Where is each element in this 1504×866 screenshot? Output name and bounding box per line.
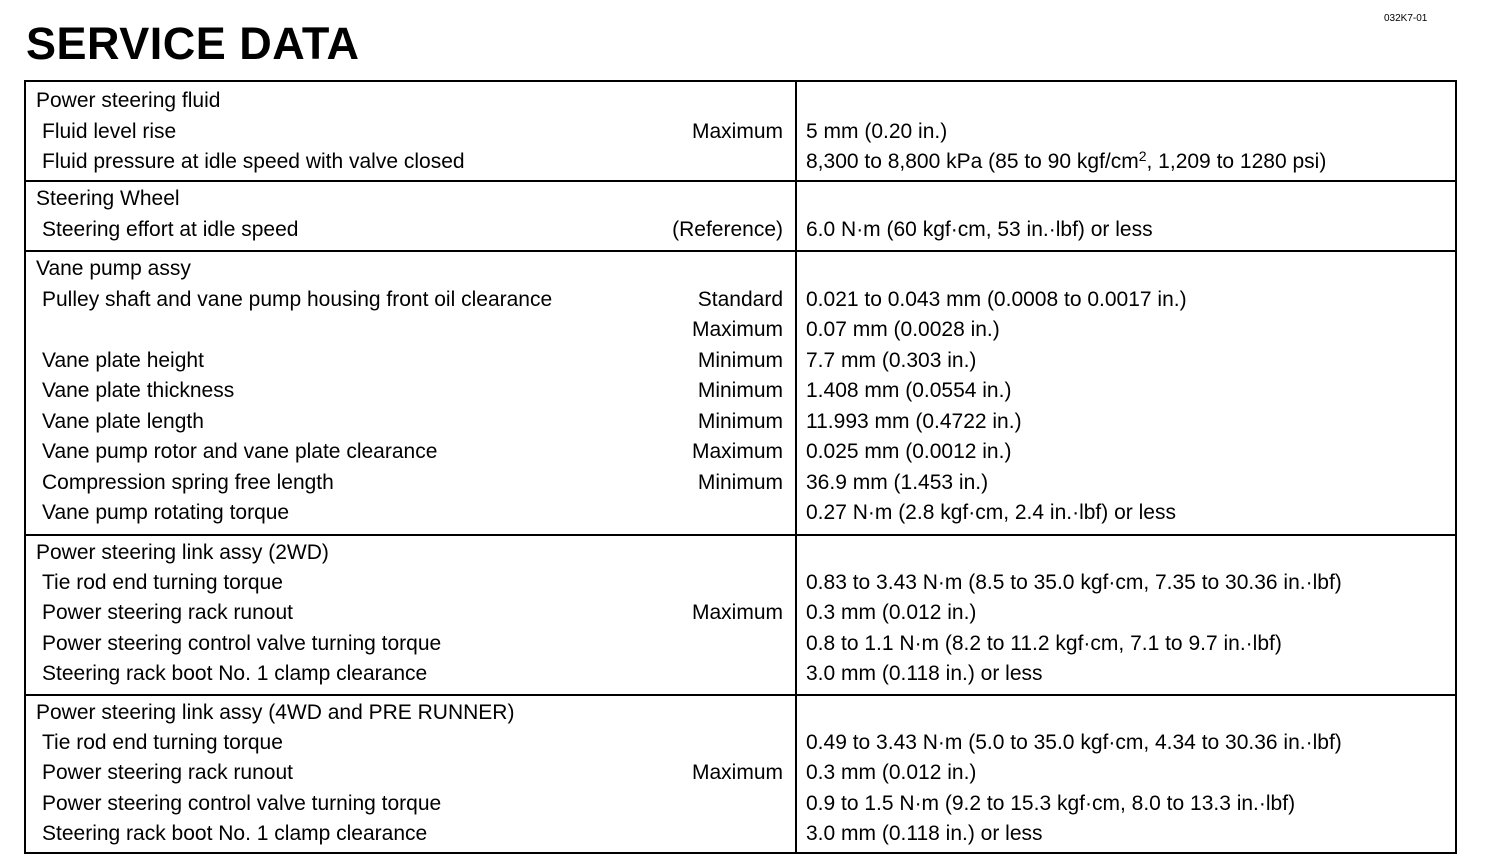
row-qualifier: Maximum <box>691 318 783 341</box>
section-header: Power steering link assy (4WD and PRE RUNNER) <box>36 701 515 724</box>
superscript: 2 <box>1138 148 1147 164</box>
row-item: Power steering rack runout <box>42 761 293 784</box>
row-value: 0.025 mm (0.0012 in.) <box>806 440 1012 463</box>
row-qualifier: Maximum <box>691 761 783 784</box>
row-value: 0.021 to 0.043 mm (0.0008 to 0.0017 in.) <box>806 288 1187 311</box>
column-divider <box>795 82 797 852</box>
row-value: 0.49 to 3.43 N·m (5.0 to 35.0 kgf·cm, 4.34 to 30.36 in.·lbf) <box>806 731 1342 754</box>
section-header: Vane pump assy <box>36 257 191 280</box>
row-item: Fluid pressure at idle speed with valve closed <box>42 150 465 173</box>
section-steering-wheel <box>26 180 1455 252</box>
row-item: Steering rack boot No. 1 clamp clearance <box>42 662 428 685</box>
row-item: Tie rod end turning torque <box>42 571 283 594</box>
row-item: Tie rod end turning torque <box>42 731 283 754</box>
row-value: 0.8 to 1.1 N·m (8.2 to 11.2 kgf·cm, 7.1 to 9.7 in.·lbf) <box>806 632 1282 655</box>
section-header: Steering Wheel <box>36 187 180 210</box>
row-item: Vane plate height <box>42 349 204 372</box>
row-item: Power steering control valve turning torque <box>42 792 442 815</box>
row-item: Steering effort at idle speed <box>42 218 299 241</box>
row-value: 6.0 N·m (60 kgf·cm, 53 in.·lbf) or less <box>806 218 1153 241</box>
row-qualifier: Standard <box>697 288 783 311</box>
row-item: Power steering control valve turning torque <box>42 632 442 655</box>
row-qualifier: Maximum <box>691 120 783 143</box>
section-vane-pump-assy <box>26 250 1455 536</box>
row-value: 0.27 N·m (2.8 kgf·cm, 2.4 in.·lbf) or less <box>806 501 1176 524</box>
section-power-steering-fluid <box>26 82 1455 180</box>
row-item: Compression spring free length <box>42 471 334 494</box>
row-value: 0.07 mm (0.0028 in.) <box>806 318 1000 341</box>
section-header: Power steering fluid <box>36 89 221 112</box>
row-qualifier: Minimum <box>697 471 783 494</box>
row-value: 5 mm (0.20 in.) <box>806 120 948 143</box>
section-header: Power steering link assy (2WD) <box>36 541 329 564</box>
row-item: Fluid level rise <box>42 120 177 143</box>
row-item: Vane pump rotating torque <box>42 501 290 524</box>
row-item: Vane plate thickness <box>42 379 235 402</box>
row-value: 36.9 mm (1.453 in.) <box>806 471 989 494</box>
row-item: Steering rack boot No. 1 clamp clearance <box>42 822 428 845</box>
row-value: 11.993 mm (0.4722 in.) <box>806 410 1022 433</box>
row-qualifier: Maximum <box>691 440 783 463</box>
row-value: 3.0 mm (0.118 in.) or less <box>806 662 1043 685</box>
row-item: Vane plate length <box>42 410 204 433</box>
row-qualifier: (Reference) <box>672 218 783 241</box>
row-value: 3.0 mm (0.118 in.) or less <box>806 822 1043 845</box>
row-qualifier: Maximum <box>691 601 783 624</box>
row-qualifier: Minimum <box>697 379 783 402</box>
row-qualifier: Minimum <box>697 349 783 372</box>
row-value: 0.3 mm (0.012 in.) <box>806 761 977 784</box>
row-item: Power steering rack runout <box>42 601 293 624</box>
row-value: 1.408 mm (0.0554 in.) <box>806 379 1012 402</box>
row-item: Pulley shaft and vane pump housing front oil clearance <box>42 288 553 311</box>
document-code: 032K7-01 <box>1384 13 1428 24</box>
row-value: 8,300 to 8,800 kPa (85 to 90 kgf/$cm^2$, 1,209 to 1280 psi) <box>806 148 1327 173</box>
row-value: 0.83 to 3.43 N·m (8.5 to 35.0 kgf·cm, 7.35 to 30.36 in.·lbf) <box>806 571 1342 594</box>
row-value: 0.3 mm (0.012 in.) <box>806 601 977 624</box>
row-item: Vane pump rotor and vane plate clearance <box>42 440 438 463</box>
page-title: SERVICE DATA <box>26 18 360 69</box>
row-value: 7.7 mm (0.303 in.) <box>806 349 977 372</box>
row-value: 0.9 to 1.5 N·m (9.2 to 15.3 kgf·cm, 8.0 to 13.3 in.·lbf) <box>806 792 1296 815</box>
section-link-assy-4wd <box>26 694 1455 853</box>
row-qualifier: Minimum <box>697 410 783 433</box>
section-link-assy-2wd <box>26 534 1455 696</box>
service-data-table <box>24 80 1457 854</box>
